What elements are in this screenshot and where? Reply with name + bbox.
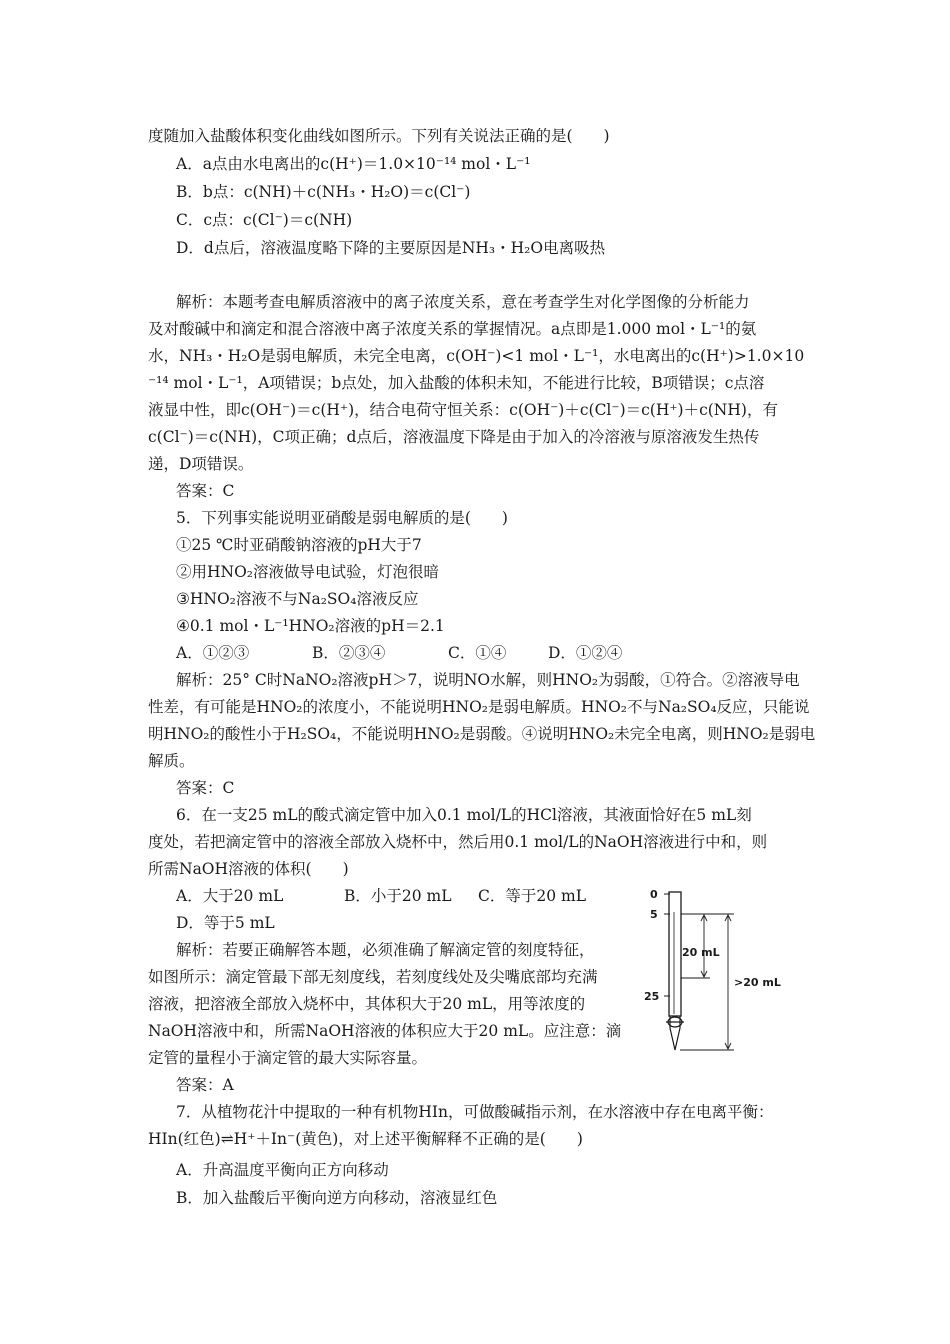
scale-label-25: 25 [644, 990, 660, 1003]
q5-analysis-line-2: 性差，有可能是HNO₂的浓度小，不能说明HNO₂是弱电解质。HNO₂不与Na₂SO₄反应，只能说 [148, 698, 810, 716]
q4-stem-tail: 度随加入盐酸体积变化曲线如图所示。下列有关说法正确的是( ) [148, 127, 610, 145]
burette-diagram [640, 886, 810, 1061]
q5-item-2: ②用HNO₂溶液做导电试验，灯泡很暗 [176, 563, 440, 581]
q5-item-4: ④0.1 mol・L⁻¹HNO₂溶液的pH＝2.1 [176, 617, 445, 635]
q4-analysis-line-7: 递，D项错误。 [148, 455, 254, 473]
q5-options-row [176, 643, 622, 663]
q5-option-d: D．①②④ [548, 644, 623, 662]
q4-answer: 答案：C [176, 482, 235, 500]
burette-figure [640, 886, 810, 1061]
q4-option-d: D．d点后，溶液温度略下降的主要原因是NH₃・H₂O电离吸热 [176, 239, 606, 257]
q7-stem-line-1: 7．从植物花汁中提取的一种有机物HIn，可做酸碱指示剂，在水溶液中存在电离平衡： [176, 1103, 774, 1121]
q6-analysis-line-2: 如图所示：滴定管最下部无刻度线，若刻度线处及尖嘴底部均充满 [148, 968, 598, 986]
q6-stem-line-1: 6．在一支25 mL的酸式滴定管中加入0.1 mol/L的HCl溶液，其液面恰好在5 mL刻 [176, 806, 752, 824]
q5-option-b: B．②③④ [312, 644, 386, 662]
q5-stem: 5．下列事实能说明亚硝酸是弱电解质的是( ) [176, 509, 508, 527]
label-gt20ml: >20 mL [734, 976, 781, 989]
q4-analysis-line-1: 解析：本题考查电解质溶液中的离子浓度关系，意在考查学生对化学图像的分析能力 [176, 293, 750, 311]
scale-label-5: 5 [650, 908, 658, 921]
q4-analysis-line-3: 水，NH₃・H₂O是弱电解质，未完全电离，c(OH⁻)<1 mol・L⁻¹，水电离出的c(H⁺)>1.0×10 [148, 347, 805, 365]
q6-option-b: B．小于20 mL [344, 887, 452, 905]
q4-analysis-line-6: c(Cl⁻)＝c(NH)，C项正确；d点后，溶液温度下降是由于加入的冷溶液与原溶液发生热传 [148, 428, 760, 446]
q5-answer: 答案：C [176, 779, 235, 797]
q7-stem-line-2: HIn(红色)⇌H⁺＋In⁻(黄色)，对上述平衡解释不正确的是( ) [148, 1130, 583, 1148]
q6-options-row [176, 886, 586, 906]
q5-item-3: ③HNO₂溶液不与Na₂SO₄溶液反应 [176, 590, 419, 608]
q6-answer: 答案：A [176, 1076, 234, 1094]
q6-option-d: D．等于5 mL [176, 914, 275, 932]
q4-analysis-line-5: 液显中性，即c(OH⁻)＝c(H⁺)，结合电荷守恒关系：c(OH⁻)＋c(Cl⁻)＝c(H⁺)＋c(NH)，有 [148, 401, 778, 419]
q5-analysis-line-3: 明HNO₂的酸性小于H₂SO₄，不能说明HNO₂是弱酸。④说明HNO₂未完全电离，则HNO₂是弱电 [148, 725, 816, 743]
scale-label-0: 0 [650, 888, 658, 901]
q6-analysis-line-5: 定管的量程小于滴定管的最大实际容量。 [148, 1049, 428, 1067]
q6-stem-line-3: 所需NaOH溶液的体积( ) [148, 860, 349, 878]
q4-option-a: A．a点由水电离出的c(H⁺)＝1.0×10⁻¹⁴ mol・L⁻¹ [176, 155, 531, 173]
q6-analysis-line-4: NaOH溶液中和，所需NaOH溶液的体积应大于20 mL。应注意：滴 [148, 1022, 622, 1040]
q6-option-c: C．等于20 mL [478, 887, 587, 905]
q5-item-1: ①25 ℃时亚硝酸钠溶液的pH大于7 [176, 536, 422, 554]
q4-option-c: C．c点：c(Cl⁻)＝c(NH) [176, 211, 353, 229]
q6-analysis-line-3: 溶液，把溶液全部放入烧杯中，其体积大于20 mL，用等浓度的 [148, 995, 586, 1013]
q6-option-a: A．大于20 mL [176, 887, 284, 905]
q5-option-c: C．①④ [448, 644, 507, 662]
burette-tip [670, 1016, 680, 1050]
q4-analysis-line-4: ⁻¹⁴ mol・L⁻¹，A项错误；b点处，加入盐酸的体积未知，不能进行比较，B项错误；c点溶 [148, 374, 765, 392]
q4-option-b: B．b点：c(NH)＋c(NH₃・H₂O)＝c(Cl⁻) [176, 183, 471, 201]
q5-analysis-line-1: 解析：25° C时NaNO₂溶液pH＞7，说明NO水解，则HNO₂为弱酸，①符合。②溶液导电 [176, 671, 800, 689]
q7-option-b: B．加入盐酸后平衡向逆方向移动，溶液显红色 [176, 1189, 498, 1207]
q5-analysis-line-4: 解质。 [148, 752, 195, 770]
q7-option-a: A．升高温度平衡向正方向移动 [176, 1161, 389, 1179]
q4-analysis-line-2: 及对酸碱中和滴定和混合溶液中离子浓度关系的掌握情况。a点即是1.000 mol・L⁻¹的氨 [148, 320, 757, 338]
q6-stem-line-2: 度处，若把滴定管中的溶液全部放入烧杯中，然后用0.1 mol/L的NaOH溶液进行中和，则 [148, 833, 768, 851]
label-20ml: 20 mL [682, 946, 720, 959]
q5-option-a: A．①②③ [176, 644, 250, 662]
q6-analysis-line-1: 解析：若要正确解答本题，必须准确了解滴定管的刻度特征， [176, 941, 595, 959]
burette-tube [669, 892, 681, 1016]
